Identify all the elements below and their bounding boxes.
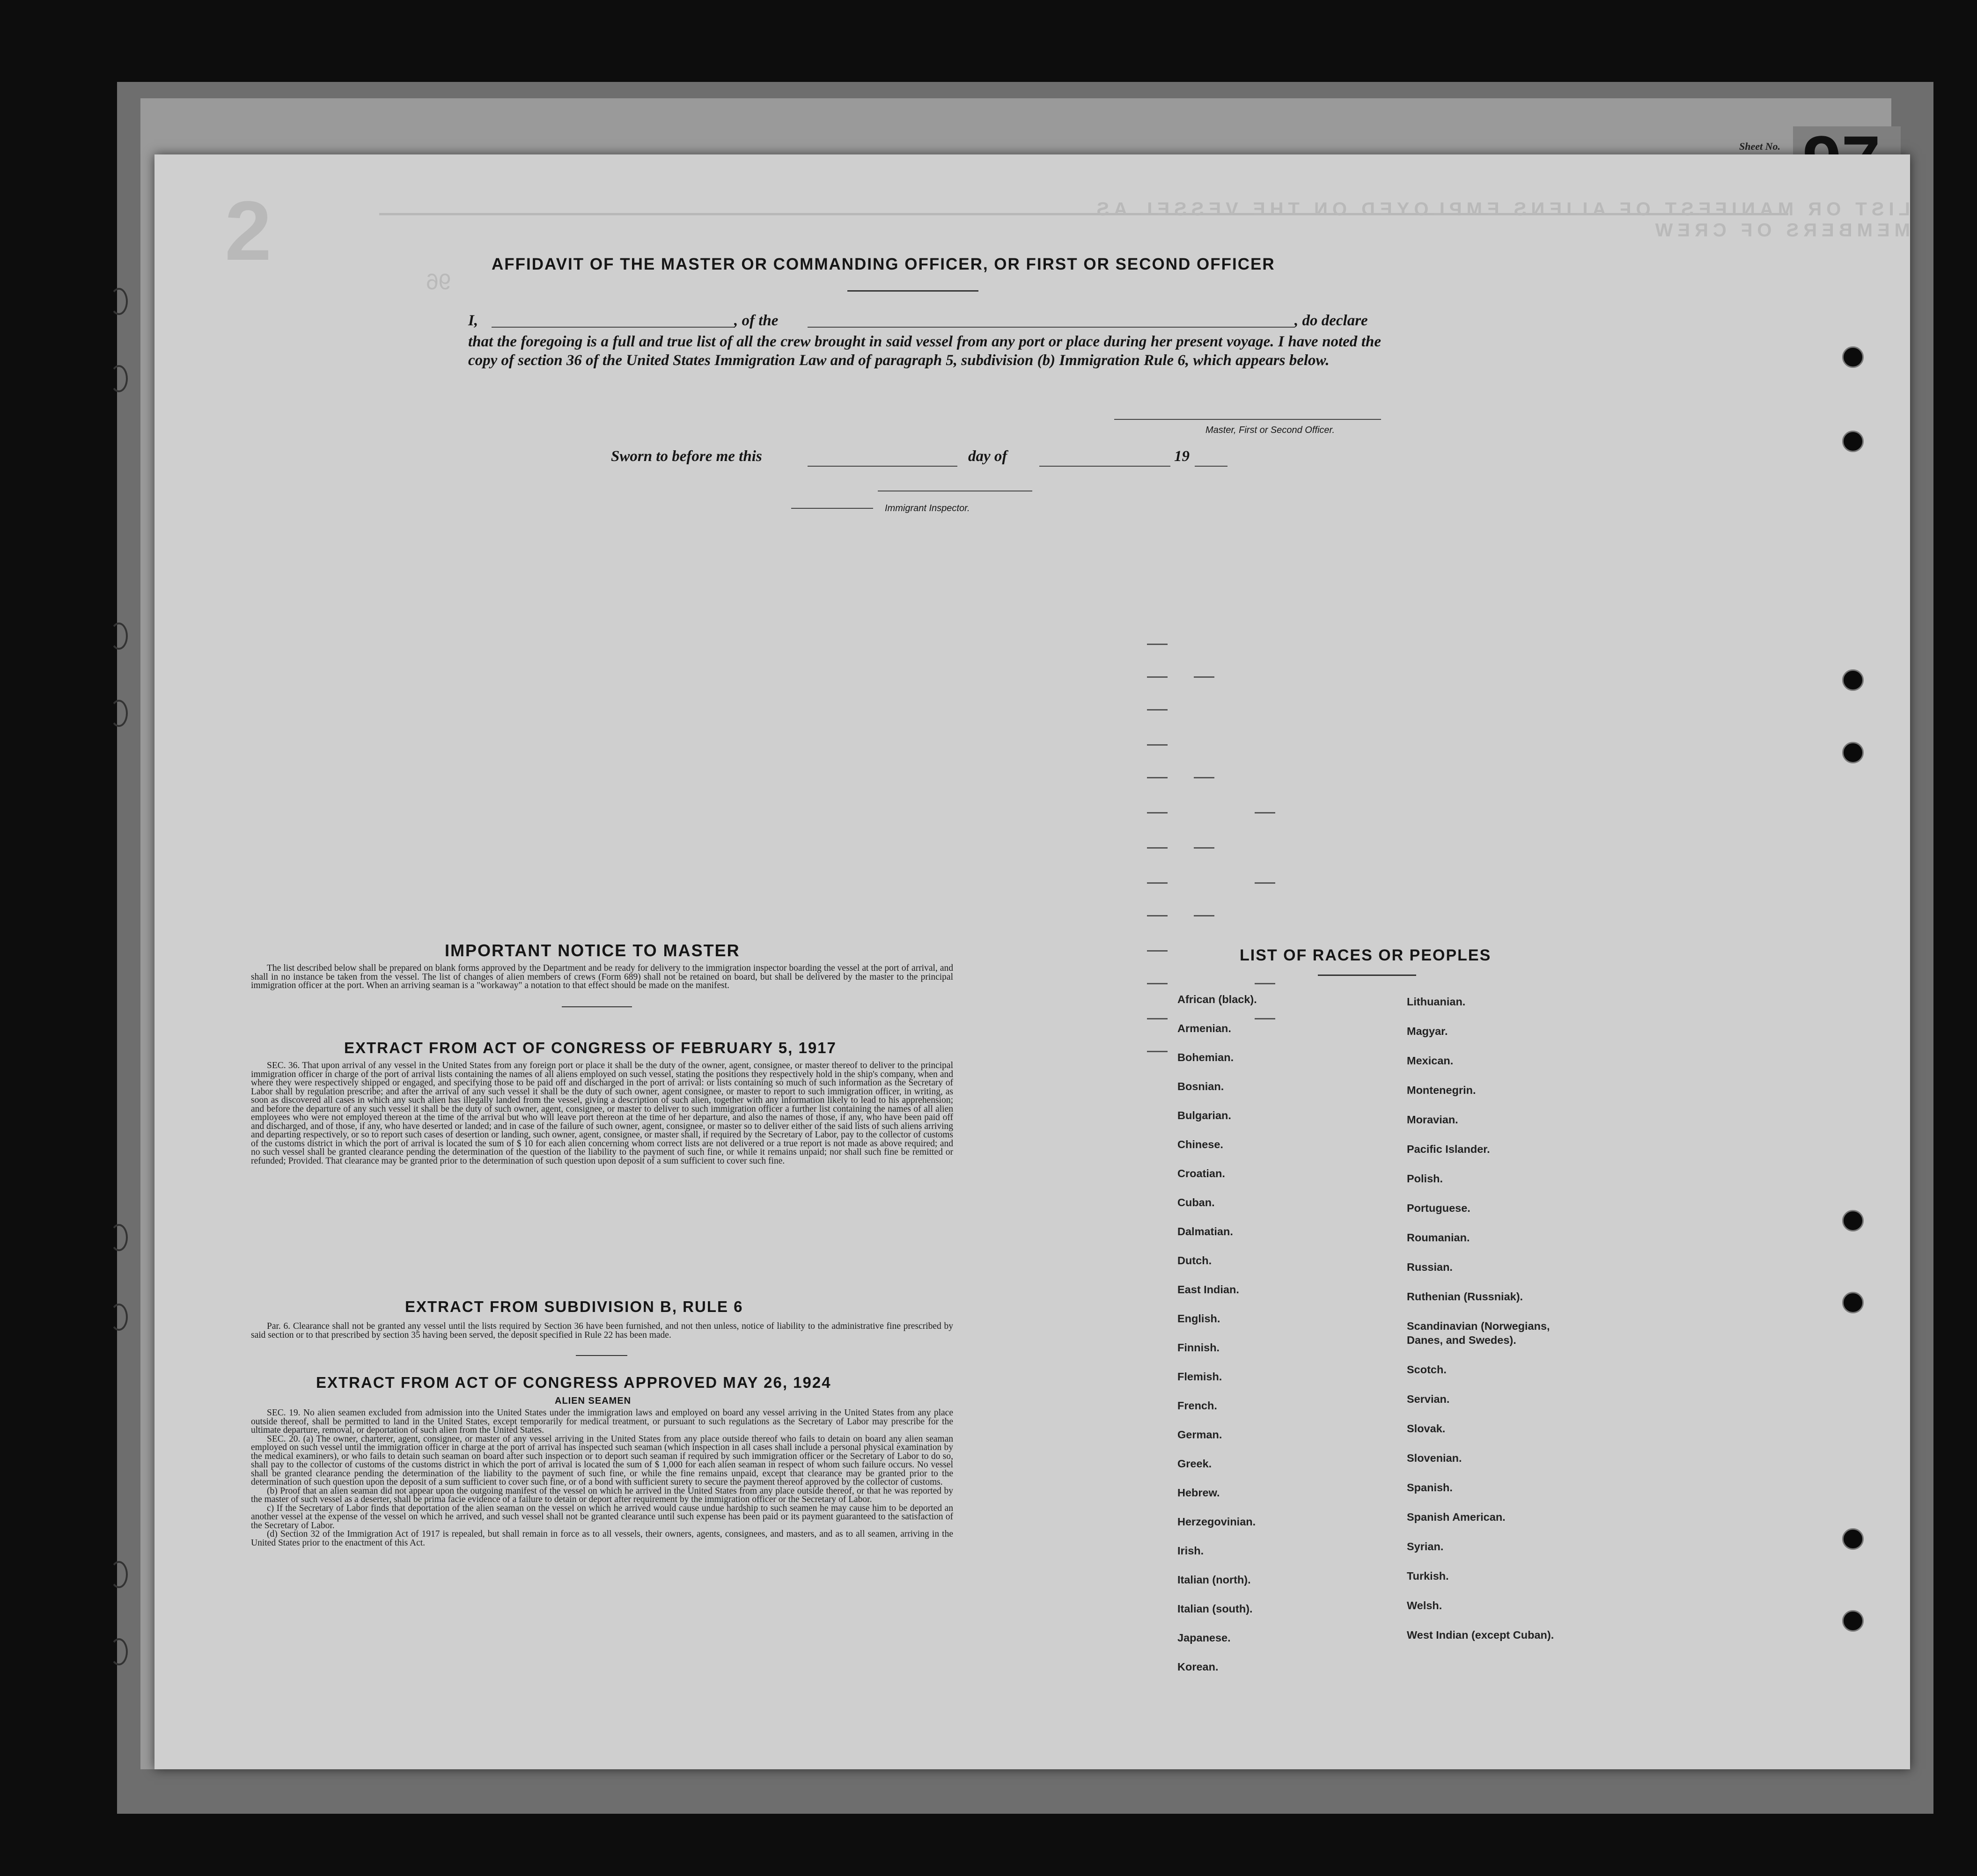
race-item: Flemish.	[1177, 1370, 1222, 1383]
race-item: West Indian (except Cuban).	[1407, 1629, 1554, 1641]
notice-rule	[562, 1006, 632, 1007]
sheet-label: Sheet No.	[1739, 140, 1780, 152]
day-of-text: day of	[968, 448, 1007, 465]
binder-hole	[1842, 1528, 1864, 1550]
race-item: Magyar.	[1407, 1025, 1448, 1037]
extract-1924-heading: EXTRACT FROM ACT OF CONGRESS APPROVED MAY 26, 1924	[316, 1374, 831, 1391]
binder-ring	[110, 1638, 128, 1665]
race-item: Mexican.	[1407, 1055, 1454, 1067]
race-item: Polish.	[1407, 1172, 1443, 1185]
heading-underline	[847, 290, 978, 292]
extract-1924-body	[251, 1409, 953, 1547]
ghost-mark: 2	[225, 184, 272, 278]
column-tick	[1255, 1018, 1275, 1019]
extract-1917-text: SEC. 36. That upon arrival of any vessel in the United States from any foreign port or place it shall be the duty of the owner, agent, consignee, or master thereof to deliver to the principal immigration officer in charge of the port of arrival lists containing the names of all aliens employed on such vessel, stating the positions they respectively hold in the ship's company, when and where they were respectively shipped or engaged, and specifying those to be paid off and discharged in the port of arrival: or lists containing so much of such information as the Secretary of Labor shall by regulation prescribe; and after the arrival of any such vessel it shall be the duty of such owner, agent consignee, or master to report to such immigration officer, in writing, as soon as discovered all cases in which any such alien has illegally landed from the vessel, giving a description of such alien, together with any information likely to lead to his apprehension; and before the departure of any such vessel it shall be the duty of such owner, agent, consignee, or master to deliver to such immigration officer a further list containing the names of all alien employees who were not employed thereon at the time of the arrival but who will leave port thereon at the time of her departure, and also the names of those, if any, who have been paid off and discharged, and of those, if any, who have deserted or landed; and in case of the failure of such owner, agent, consignee, or master so to deliver either of the said lists of such aliens arriving and departing respectively, or so to report such cases of desertion or landing, such owner, agent, consignee, or master shall, if required by the Secretary of Labor, pay to the collector of customs of the customs district in which the port of arrival is located the sum of $ 10 for each alien concerning whom correct lists are not delivered or a true report is not made as above required; and no such vessel shall be granted clearance pending the determination of the question of the liability to the payment of such fine, or while it remains unpaid; nor shall such fine be remitted or refunded; Provided. That clearance may be granted prior to the determination of such question upon deposit of a sum sufficient to cover such fine.	[251, 1061, 953, 1166]
binder-hole	[1842, 346, 1864, 368]
extract-1924-paragraph: SEC. 19. No alien seamen excluded from admission into the United States under the immigration laws and employed on board any vessel arriving in the United States from any place outside thereof, shall be permitted to land in the United States, except temporarily for medical treatment, or pursuant to such regulations as the Secretary of Labor may prescribe for the ultimate departure, removal, or deportation of such alien from the United States.	[251, 1408, 953, 1435]
race-item: African (black).	[1177, 993, 1257, 1005]
binder-ring	[110, 1304, 128, 1331]
race-item: Scotch.	[1407, 1363, 1447, 1376]
column-tick	[1147, 983, 1168, 984]
column-tick	[1194, 915, 1214, 916]
race-item: Italian (south).	[1177, 1603, 1253, 1615]
ghost-heading: LIST OR MANIFEST OF ALIENS EMPLOYED ON THE VESSEL AS MEMBERS OF CREW	[1092, 199, 1910, 241]
column-tick	[1255, 882, 1275, 884]
race-item: Ruthenian (Russniak).	[1407, 1290, 1523, 1303]
ghost-stamp-number: 96	[426, 270, 451, 294]
binder-ring	[110, 1561, 128, 1588]
race-item: Moravian.	[1407, 1114, 1458, 1126]
column-tick	[1147, 777, 1168, 778]
race-item: German.	[1177, 1429, 1222, 1441]
binder-ring	[110, 288, 128, 315]
column-tick	[1194, 847, 1214, 849]
notice-heading: IMPORTANT NOTICE TO MASTER	[445, 941, 740, 960]
extract-1924-paragraph: SEC. 20. (a) The owner, charterer, agent, consignee, or master of any vessel arriving in the United States from any place outside thereof who fails to detain on board any alien seaman employed on such vessel until the immigration officer in charge at the port of arrival has inspected such seaman (which inspection in all cases shall include a personal physical examination by the medical examiners), or who fails to detain such seaman on board after such inspection or to deport such seaman if required by such immigration officer or the Secretary of Labor to do so, shall pay to the collector of customs of the customs district in which the port of arrival is located the sum of $ 1,000 for each alien seaman in respect of whom such failure occurs. No vessel shall be granted clearance pending the determination of the liability to the payment of such fine, or while the fine remains unpaid, except that clearance may be granted prior to the determination of such question upon the deposit of a sum sufficient to cover such fine, or of a bond with sufficient surety to secure the payment thereof approved by the collector of customs.	[251, 1434, 953, 1487]
binder-ring	[110, 1224, 128, 1251]
binder-hole	[1842, 1210, 1864, 1231]
race-item: Japanese.	[1177, 1632, 1231, 1644]
affidavit-body: that the foregoing is a full and true list of all the crew brought in said vessel from any port or place during her present voyage. I have noted the copy of section 36 of the United States Immigration Law and of paragraph 5, subdivision (b) Immigration Rule 6, which appears below.	[468, 333, 1381, 369]
year-prefix: 19	[1174, 448, 1190, 465]
column-tick	[1147, 676, 1168, 678]
form-page	[154, 154, 1910, 1769]
race-item: Dalmatian.	[1177, 1225, 1233, 1238]
column-tick	[1147, 847, 1168, 849]
column-tick	[1147, 644, 1168, 645]
race-item: Scandinavian (Norwegians, Danes, and Swedes).	[1407, 1320, 1550, 1346]
affidavit-heading: AFFIDAVIT OF THE MASTER OR COMMANDING OFFICER, OR FIRST OR SECOND OFFICER	[492, 255, 1275, 273]
column-tick	[1147, 812, 1168, 813]
race-item: French.	[1177, 1400, 1217, 1412]
inspector-caption: Immigrant Inspector.	[885, 503, 970, 513]
race-item: Cuban.	[1177, 1196, 1215, 1209]
binder-ring	[110, 623, 128, 650]
races-underline	[1318, 975, 1416, 976]
column-tick	[1255, 983, 1275, 984]
binder-hole	[1842, 1292, 1864, 1313]
binder-hole	[1842, 742, 1864, 763]
race-item: Bohemian.	[1177, 1051, 1234, 1063]
race-item: Chinese.	[1177, 1138, 1223, 1151]
race-item: Portuguese.	[1407, 1202, 1470, 1214]
binder-ring	[110, 365, 128, 392]
race-item: Finnish.	[1177, 1341, 1220, 1354]
race-item: Slovak.	[1407, 1422, 1446, 1435]
vessel-blank	[808, 327, 1294, 328]
year-blank	[1195, 466, 1227, 467]
race-item: English.	[1177, 1312, 1220, 1325]
race-item: Spanish.	[1407, 1481, 1453, 1494]
race-item: Bulgarian.	[1177, 1109, 1231, 1121]
extract-1924-paragraph: (b) Proof that an alien seaman did not appear upon the outgoing manifest of the vessel on which he arrived in the United States from any place outside thereof, or that he was reported by the master of such vessel as a deserter, shall be prima facie evidence of a failure to detain or deport after requirement by the immigration officer or the Secretary of Labor.	[251, 1486, 953, 1504]
extract-rule6-text: Par. 6. Clearance shall not be granted any vessel until the lists required by Section 36 have been furnished, and not then unless, notice of liability to the administrative fine prescribed by said section or to that prescribed by section 35 having been served, the deposit specified in Rule 22 has been made.	[251, 1321, 953, 1340]
extract-rule6-heading: EXTRACT FROM SUBDIVISION B, RULE 6	[405, 1298, 743, 1315]
column-tick	[1194, 676, 1214, 678]
race-item: Korean.	[1177, 1661, 1219, 1673]
race-item: Syrian.	[1407, 1540, 1444, 1553]
race-item: Servian.	[1407, 1393, 1450, 1405]
race-item: Bosnian.	[1177, 1080, 1224, 1092]
affidavit-do-declare: , do declare	[1294, 312, 1368, 329]
sworn-text: Sworn to before me this	[611, 448, 762, 465]
race-item: Roumanian.	[1407, 1231, 1470, 1244]
race-item: Turkish.	[1407, 1570, 1449, 1582]
extract-1924-paragraph: c) If the Secretary of Labor finds that deportation of the alien seaman on the vessel on which he arrived would cause undue hardship to such seamen he may cause him to be deported an another vessel at the expense of the vessel on which he arrived, and such vessel shall not be granted clearance until such expense has been paid or its payment guaranteed to the satisfaction of the Secretary of Labor.	[251, 1503, 953, 1531]
column-tick	[1147, 915, 1168, 916]
column-tick	[1147, 1051, 1168, 1052]
race-item: Lithuanian.	[1407, 996, 1466, 1008]
column-tick	[1147, 950, 1168, 952]
binder-hole	[1842, 1610, 1864, 1632]
column-tick	[1147, 882, 1168, 884]
race-item: Herzegovinian.	[1177, 1516, 1256, 1528]
race-item: Spanish American.	[1407, 1511, 1506, 1523]
column-tick	[1147, 744, 1168, 746]
race-item: Slovenian.	[1407, 1452, 1462, 1464]
race-item: Pacific Islander.	[1407, 1143, 1490, 1155]
binder-hole	[1842, 431, 1864, 452]
race-item: Croatian.	[1177, 1167, 1225, 1180]
signature-line	[1114, 419, 1381, 420]
race-item: East Indian.	[1177, 1283, 1239, 1296]
race-item: Montenegrin.	[1407, 1084, 1476, 1096]
rule6-rule	[576, 1355, 627, 1356]
race-item: Dutch.	[1177, 1254, 1212, 1267]
race-item: Greek.	[1177, 1458, 1212, 1470]
name-blank	[492, 327, 735, 328]
extract-1924-paragraph: (d) Section 32 of the Immigration Act of 1917 is repealed, but shall remain in force as to all vessels, their owners, agents, consignees, and masters, and as to all seamen, arriving in the United States prior to the enactment of this Act.	[251, 1529, 953, 1548]
master-caption: Master, First or Second Officer.	[1205, 425, 1335, 435]
alien-seamen-subheading: ALIEN SEAMEN	[555, 1396, 632, 1406]
affidavit-i: I,	[468, 312, 478, 329]
column-tick	[1255, 812, 1275, 813]
month-blank	[1039, 466, 1170, 467]
inspector-line-short	[791, 508, 873, 509]
race-item: Irish.	[1177, 1545, 1204, 1557]
column-tick	[1147, 1018, 1168, 1019]
race-item: Hebrew.	[1177, 1487, 1220, 1499]
column-tick	[1194, 777, 1214, 778]
races-heading: LIST OF RACES OR PEOPLES	[1240, 946, 1492, 964]
race-item: Armenian.	[1177, 1022, 1231, 1034]
affidavit-of-the: , of the	[734, 312, 779, 329]
day-blank	[808, 466, 957, 467]
column-tick	[1147, 709, 1168, 711]
binder-hole	[1842, 669, 1864, 691]
race-item: Welsh.	[1407, 1599, 1442, 1612]
notice-text: The list described below shall be prepared on blank forms approved by the Department and be ready for delivery to the immigration inspector boarding the vessel at the port of arrival, and shall in no instance be taken from the vessel. The list of changes of alien members of crews (Form 689) shall not be retained on board, but shall be delivered by the master to the principal immigration officer at the port. When an arriving seaman is a "workaway" a notation to that effect should be made on the manifest.	[251, 963, 953, 990]
binder-ring	[110, 700, 128, 727]
race-item: Russian.	[1407, 1261, 1453, 1273]
extract-1917-heading: EXTRACT FROM ACT OF CONGRESS OF FEBRUARY 5, 1917	[344, 1039, 837, 1056]
race-item: Italian (north).	[1177, 1574, 1251, 1586]
